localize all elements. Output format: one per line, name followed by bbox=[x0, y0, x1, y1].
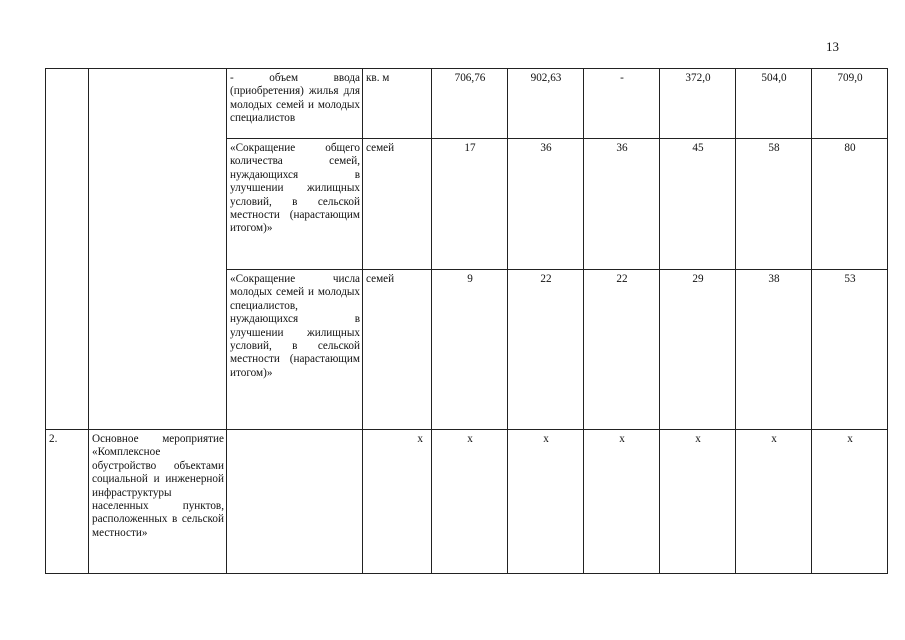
indicator-description: - объем ввода (приобретения) жилья для молодых семей и молодых специалистов bbox=[227, 69, 363, 139]
value-cell: 80 bbox=[812, 139, 888, 270]
unit-cell: семей bbox=[363, 139, 432, 270]
value-cell: х bbox=[508, 430, 584, 574]
value-cell: 29 bbox=[660, 270, 736, 430]
value-cell: х bbox=[660, 430, 736, 574]
value-cell: 706,76 bbox=[432, 69, 508, 139]
value-cell: 36 bbox=[584, 139, 660, 270]
row-number: 2. bbox=[46, 430, 89, 574]
main-measure-name: Основное мероприятие «Комплексное обустройство объектами социальной и инженерной инфраструктуры населенных пунктов, расположенных в сельской местности» bbox=[89, 430, 227, 574]
value-cell: 45 bbox=[660, 139, 736, 270]
row-number-cell bbox=[46, 69, 89, 430]
value-cell: х bbox=[584, 430, 660, 574]
value-cell: 9 bbox=[432, 270, 508, 430]
indicators-table bbox=[45, 68, 888, 574]
value-cell: 504,0 bbox=[736, 69, 812, 139]
value-cell: х bbox=[432, 430, 508, 574]
value-cell: 22 bbox=[584, 270, 660, 430]
measure-name-cell bbox=[89, 69, 227, 430]
value-cell: 902,63 bbox=[508, 69, 584, 139]
unit-cell: семей bbox=[363, 270, 432, 430]
indicator-description bbox=[227, 430, 363, 574]
table-row bbox=[46, 430, 888, 574]
value-cell: 38 bbox=[736, 270, 812, 430]
value-cell: - bbox=[584, 69, 660, 139]
value-cell: х bbox=[812, 430, 888, 574]
indicator-description: «Сокращение числа молодых семей и молодых специалистов, нуждающихся в улучшении жилищных условий, в сельской местности (нарастающим итогом)» bbox=[227, 270, 363, 430]
value-cell: 709,0 bbox=[812, 69, 888, 139]
indicator-description: «Сокращение общего количества семей, нуждающихся в улучшении жилищных условий, в сельской местности (нарастающим итогом)» bbox=[227, 139, 363, 270]
unit-cell: кв. м bbox=[363, 69, 432, 139]
value-cell: 17 bbox=[432, 139, 508, 270]
value-cell: 53 bbox=[812, 270, 888, 430]
value-cell: 36 bbox=[508, 139, 584, 270]
value-cell: 372,0 bbox=[660, 69, 736, 139]
page-number: 13 bbox=[826, 39, 839, 54]
value-cell: х bbox=[363, 430, 432, 574]
value-cell: 58 bbox=[736, 139, 812, 270]
table-row bbox=[46, 69, 888, 139]
value-cell: х bbox=[736, 430, 812, 574]
value-cell: 22 bbox=[508, 270, 584, 430]
